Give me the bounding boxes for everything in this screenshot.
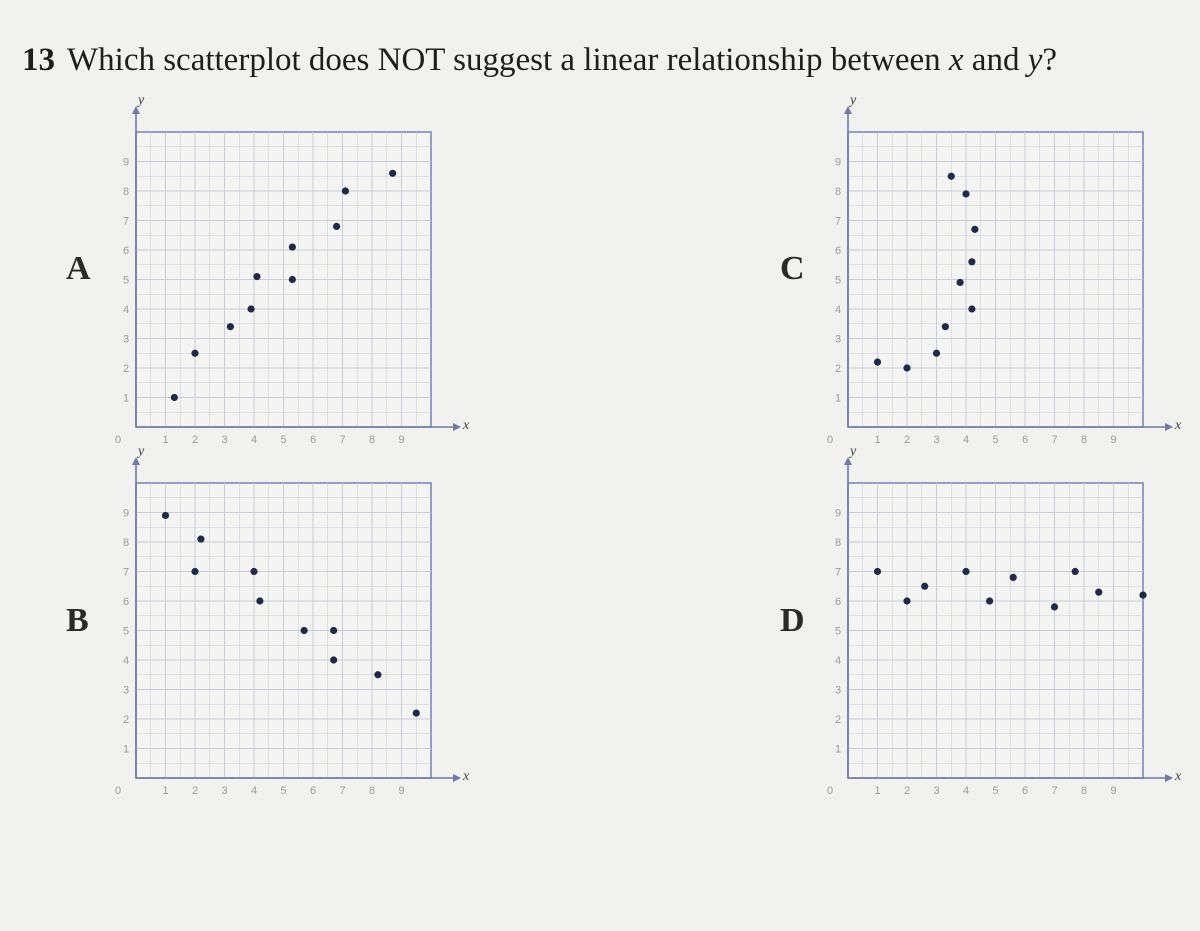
x-tick-label-a: 9 — [398, 434, 405, 446]
x-tick-label-b: 3 — [221, 785, 228, 797]
data-point-c — [968, 305, 975, 312]
data-point-a — [289, 243, 296, 250]
data-point-b — [250, 568, 257, 575]
data-point-c — [962, 190, 969, 197]
x-tick-label-d: 3 — [933, 785, 940, 797]
y-tick-label-b: 1 — [122, 743, 130, 756]
data-point-d — [986, 597, 993, 604]
y-tick-label-b: 4 — [122, 655, 130, 667]
data-point-d — [874, 568, 881, 575]
y-tick-label-c: 2 — [834, 363, 842, 375]
y-tick-label-d: 1 — [834, 743, 842, 756]
y-tick-label-c: 9 — [834, 156, 842, 169]
y-tick-label-d: 5 — [834, 625, 842, 638]
x-tick-label-c: 6 — [1021, 434, 1029, 446]
y-tick-label-a: 4 — [122, 304, 130, 316]
data-point-d — [1010, 574, 1017, 581]
data-point-c — [942, 323, 949, 330]
grid-c — [848, 132, 1143, 427]
y-tick-label-d: 8 — [834, 537, 842, 549]
data-point-c — [948, 173, 955, 180]
x-axis-label-b: x — [463, 769, 470, 784]
and-word: and — [971, 42, 1020, 78]
data-point-a — [333, 223, 340, 230]
y-tick-label-c: 4 — [834, 304, 842, 316]
x-axis-label-d: x — [1175, 769, 1182, 784]
data-point-d — [1072, 568, 1079, 575]
y-tick-label-a: 6 — [122, 245, 130, 257]
x-tick-label-c: 4 — [962, 434, 970, 446]
answer-label-c[interactable]: C — [780, 250, 805, 287]
data-point-a — [191, 350, 198, 357]
x-tick-label-b: 4 — [250, 785, 258, 797]
data-point-a — [171, 394, 178, 401]
x-tick-label-c: 5 — [992, 434, 999, 446]
x-tick-label-b: 2 — [191, 785, 199, 797]
y-tick-label-a: 9 — [122, 156, 130, 169]
x-tick-label-a: 4 — [250, 434, 258, 446]
y-tick-label-d: 7 — [834, 566, 842, 579]
data-point-c — [903, 364, 910, 371]
answer-label-b[interactable]: B — [66, 602, 89, 639]
y-tick-label-a: 8 — [122, 186, 130, 198]
data-point-a — [253, 273, 260, 280]
x-axis-label-c: x — [1175, 418, 1182, 433]
x-tick-label-c: 9 — [1110, 434, 1117, 446]
y-tick-label-b: 6 — [122, 596, 130, 608]
y-tick-label-b: 5 — [122, 625, 130, 638]
y-tick-label-b: 3 — [122, 684, 130, 697]
y-tick-label-c: 3 — [834, 333, 842, 346]
data-point-b — [374, 671, 381, 678]
data-point-d — [1095, 589, 1102, 596]
x-tick-label-a: 6 — [309, 434, 317, 446]
scatterplot-b — [108, 444, 470, 808]
data-point-b — [330, 656, 337, 663]
y-tick-label-c: 8 — [834, 186, 842, 198]
x-tick-label-b: 1 — [162, 785, 169, 797]
data-point-c — [933, 350, 940, 357]
data-point-a — [389, 170, 396, 177]
data-point-c — [957, 279, 964, 286]
y-axis-label-d: y — [850, 444, 857, 459]
x-tick-label-d: 0 — [826, 785, 834, 797]
x-tick-label-a: 2 — [191, 434, 199, 446]
x-tick-label-a: 0 — [114, 434, 122, 446]
x-tick-label-d: 5 — [992, 785, 999, 797]
data-point-b — [197, 535, 204, 542]
grid-a — [136, 132, 431, 427]
data-point-d — [903, 597, 910, 604]
x-tick-label-b: 6 — [309, 785, 317, 797]
y-tick-label-a: 5 — [122, 274, 130, 287]
scatterplot-c — [820, 93, 1182, 457]
data-point-b — [301, 627, 308, 634]
x-tick-label-a: 7 — [339, 434, 346, 446]
y-tick-label-b: 9 — [122, 507, 130, 520]
y-tick-label-a: 1 — [122, 392, 130, 405]
x-tick-label-d: 2 — [903, 785, 911, 797]
y-axis-label-c: y — [850, 93, 857, 108]
scatterplot-d — [820, 444, 1182, 808]
x-tick-label-a: 5 — [280, 434, 287, 446]
y-tick-label-b: 7 — [122, 566, 130, 579]
x-tick-label-a: 3 — [221, 434, 228, 446]
y-tick-label-c: 6 — [834, 245, 842, 257]
x-tick-label-d: 9 — [1110, 785, 1117, 797]
data-point-a — [227, 323, 234, 330]
data-point-a — [247, 305, 254, 312]
data-point-b — [162, 512, 169, 519]
y-tick-label-a: 2 — [122, 363, 130, 375]
y-tick-label-d: 2 — [834, 714, 842, 726]
data-point-d — [962, 568, 969, 575]
grid-d — [848, 483, 1143, 778]
x-axis-arrow-a — [453, 423, 461, 431]
x-tick-label-c: 2 — [903, 434, 911, 446]
y-axis-label-a: y — [138, 93, 145, 108]
x-tick-label-a: 8 — [368, 434, 376, 446]
x-axis-label-a: x — [463, 418, 470, 433]
x-tick-label-b: 0 — [114, 785, 122, 797]
question-mark: ? — [1042, 42, 1058, 78]
y-tick-label-b: 2 — [122, 714, 130, 726]
y-tick-label-a: 3 — [122, 333, 130, 346]
data-point-c — [971, 226, 978, 233]
x-tick-label-c: 0 — [826, 434, 834, 446]
grid-b — [136, 483, 431, 778]
x-axis-arrow-d — [1165, 774, 1173, 782]
variable-x: x — [948, 42, 964, 78]
x-tick-label-c: 7 — [1051, 434, 1058, 446]
x-tick-label-d: 7 — [1051, 785, 1058, 797]
data-point-d — [1051, 603, 1058, 610]
x-axis-arrow-b — [453, 774, 461, 782]
answer-label-d[interactable]: D — [780, 602, 805, 639]
data-point-c — [874, 359, 881, 366]
data-point-a — [342, 187, 349, 194]
x-tick-label-a: 1 — [162, 434, 169, 446]
data-point-b — [413, 710, 420, 717]
question-number: 13 — [22, 42, 55, 78]
y-tick-label-b: 8 — [122, 537, 130, 549]
x-tick-label-b: 5 — [280, 785, 287, 797]
data-point-d — [1139, 592, 1146, 599]
data-point-b — [330, 627, 337, 634]
question-stem: Which scatterplot does NOT suggest a linear relationship between — [67, 42, 941, 78]
x-tick-label-d: 8 — [1080, 785, 1088, 797]
y-tick-label-d: 6 — [834, 596, 842, 608]
y-tick-label-c: 1 — [834, 392, 842, 405]
x-tick-label-d: 6 — [1021, 785, 1029, 797]
y-tick-label-d: 3 — [834, 684, 842, 697]
x-tick-label-c: 1 — [874, 434, 881, 446]
data-point-d — [921, 583, 928, 590]
x-axis-arrow-c — [1165, 423, 1173, 431]
variable-y: y — [1027, 42, 1043, 78]
y-tick-label-c: 7 — [834, 215, 842, 228]
x-tick-label-c: 3 — [933, 434, 940, 446]
question-text — [22, 42, 1057, 79]
data-point-b — [256, 597, 263, 604]
scatterplot-a — [108, 93, 470, 457]
x-tick-label-b: 8 — [368, 785, 376, 797]
x-tick-label-d: 1 — [874, 785, 881, 797]
data-point-c — [968, 258, 975, 265]
x-tick-label-c: 8 — [1080, 434, 1088, 446]
y-axis-label-b: y — [138, 444, 145, 459]
x-tick-label-b: 9 — [398, 785, 405, 797]
x-tick-label-d: 4 — [962, 785, 970, 797]
x-tick-label-b: 7 — [339, 785, 346, 797]
y-tick-label-c: 5 — [834, 274, 842, 287]
data-point-b — [191, 568, 198, 575]
answer-label-a[interactable]: A — [66, 250, 91, 287]
y-tick-label-d: 4 — [834, 655, 842, 667]
y-tick-label-a: 7 — [122, 215, 130, 228]
data-point-a — [289, 276, 296, 283]
y-tick-label-d: 9 — [834, 507, 842, 520]
